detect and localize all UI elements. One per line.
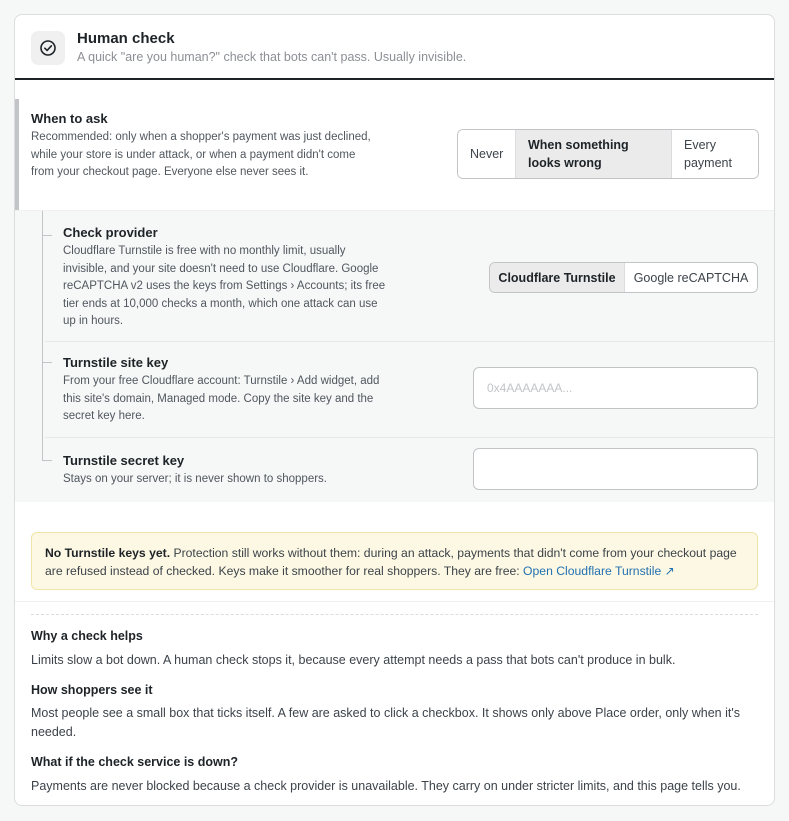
no-keys-notice: [31, 532, 758, 590]
panel-title: Human check: [77, 30, 175, 47]
provider-desc: Cloudflare Turnstile is free with no monthly limit, usually invisible, and your site doesn't need to use Cloudflare. Google reCAPTCHA v2 uses the keys from Settings › Accounts; its free tier ends at 10,000 checks a month, which one attack can use up in hours.: [63, 245, 386, 327]
option-google-recaptcha[interactable]: Google reCAPTCHA: [625, 263, 757, 292]
faq-answer: Most people see a small box that ticks itself. A few are asked to click a checkbox. It shows only above Place order, only when it's needed.: [31, 706, 740, 739]
when-to-ask-label: When to ask: [31, 111, 108, 126]
section-divider: [15, 601, 774, 602]
faq-question: What if the check service is down?: [31, 755, 239, 769]
option-every-payment[interactable]: Every payment: [672, 130, 758, 178]
human-check-panel: [14, 14, 775, 806]
faq-answer: Payments are never blocked because a check provider is unavailable. They carry on under stricter limits, and this page tells you.: [31, 779, 741, 793]
notice-text: Protection still works without them: during an attack, payments that didn't come from your checkout page are refused instead of checked. Keys make it smoother for real shoppers. They are free:: [45, 546, 737, 578]
panel-subtitle: A quick "are you human?" check that bots can't pass. Usually invisible.: [77, 50, 467, 64]
option-when-something-looks-wrong[interactable]: When something looks wrong: [516, 130, 672, 178]
faq-question: How shoppers see it: [31, 683, 153, 697]
dashed-divider: [31, 614, 758, 615]
panel-header: [15, 15, 774, 80]
tree-branch: [42, 362, 52, 363]
provider-selector: [489, 262, 758, 293]
row-divider: [45, 341, 775, 342]
faq-answer: Limits slow a bot down. A human check stops it, because every attempt needs a pass that bots can't produce in bulk.: [31, 653, 676, 667]
tree-branch: [42, 235, 52, 236]
site-key-label: Turnstile site key: [63, 355, 169, 370]
settings-block: [15, 99, 774, 502]
when-to-ask-desc: Recommended: only when a shopper's payment was just declined, while your store is under attack, or when a payment didn't come from your checkout page. Everyone else never sees it.: [31, 131, 371, 178]
secret-key-label: Turnstile secret key: [63, 453, 185, 468]
site-key-desc: From your free Cloudflare account: Turnstile › Add widget, add this site's domain, Managed mode. Copy the site key and the secret key here.: [63, 375, 380, 422]
secret-key-input[interactable]: [473, 448, 758, 490]
option-never[interactable]: Never: [458, 130, 516, 178]
site-key-input[interactable]: [473, 367, 758, 409]
open-cloudflare-link[interactable]: Open Cloudflare Turnstile ↗: [523, 564, 675, 578]
when-to-ask-selector: [457, 129, 759, 179]
notice-title: No Turnstile keys yet.: [45, 546, 171, 560]
row-divider: [45, 437, 775, 438]
tree-branch: [42, 460, 52, 461]
faq-question: Why a check helps: [31, 629, 143, 643]
tree-line: [42, 211, 43, 460]
nested-settings: [15, 210, 775, 502]
secret-key-desc: Stays on your server; it is never shown to shoppers.: [63, 473, 327, 485]
option-cloudflare-turnstile[interactable]: Cloudflare Turnstile: [490, 263, 625, 292]
check-circle-icon: [31, 31, 65, 65]
provider-label: Check provider: [63, 225, 158, 240]
